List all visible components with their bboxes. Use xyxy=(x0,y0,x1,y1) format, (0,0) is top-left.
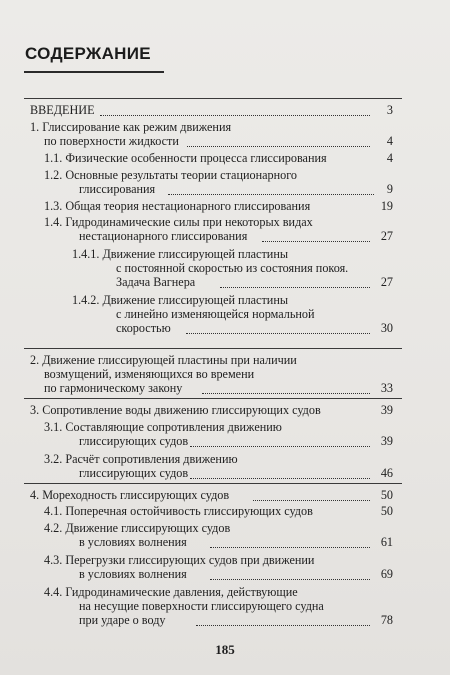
section-divider xyxy=(24,398,402,399)
toc-entry-2[interactable] xyxy=(30,353,297,395)
toc-line: 1.2. Основные результаты теории стационарного xyxy=(44,168,298,182)
toc-line: 2. Движение глиссирующей пластины при наличии xyxy=(30,353,297,367)
toc-line: при ударе о воду xyxy=(79,613,166,627)
toc-entry-1-2[interactable] xyxy=(44,168,297,196)
toc-entry-4[interactable] xyxy=(30,488,229,502)
toc-entry-4-3[interactable] xyxy=(44,553,314,581)
leader-dots xyxy=(186,333,370,334)
toc-entry-1-4[interactable] xyxy=(44,215,313,243)
toc-line: в условиях волнения xyxy=(79,567,187,581)
toc-entry-3-2[interactable] xyxy=(44,452,238,480)
toc-page-number: 9 xyxy=(386,182,393,196)
toc-page-number: 50 xyxy=(380,488,393,502)
toc-page-number: 46 xyxy=(380,466,393,480)
toc-line: с линейно изменяющейся нормальной xyxy=(116,307,315,321)
toc-entry-3-1[interactable] xyxy=(44,420,282,448)
toc-line: 4.4. Гидродинамические давления, действующие xyxy=(44,585,298,599)
toc-line: 1.4. Гидродинамические силы при некоторых видах xyxy=(44,215,313,229)
toc-entry-intro[interactable] xyxy=(30,103,95,117)
page-title: СОДЕРЖАНИЕ xyxy=(25,44,151,63)
leader-dots xyxy=(202,393,370,394)
toc-page-number: 4 xyxy=(386,151,393,165)
toc-line: 4.1. Поперечная остойчивость глиссирующих судов xyxy=(44,504,313,518)
leader-dots xyxy=(190,446,370,447)
toc-entry-3[interactable] xyxy=(30,403,321,417)
toc-entry-4-1[interactable] xyxy=(44,504,313,518)
toc-line: нестационарного глиссирования xyxy=(79,229,248,243)
toc-line: ВВЕДЕНИЕ xyxy=(30,103,95,117)
toc-line: 4. Мореходность глиссирующих судов xyxy=(30,488,230,502)
leader-dots xyxy=(220,287,370,288)
toc-page-number: 50 xyxy=(380,504,393,518)
toc-line: глиссирования xyxy=(79,182,156,196)
toc-page-number: 69 xyxy=(380,567,393,581)
leader-dots xyxy=(190,478,370,479)
toc-page-number: 33 xyxy=(380,381,393,395)
toc-line: 3.1. Составляющие сопротивления движению xyxy=(44,420,282,434)
toc-line: на несущие поверхности глиссирующего судна xyxy=(79,599,324,613)
toc-line: в условиях волнения xyxy=(79,535,187,549)
toc-page-number: 78 xyxy=(380,613,393,627)
toc-entry-4-2[interactable] xyxy=(44,521,230,549)
toc-page-number: 39 xyxy=(380,434,393,448)
toc-line: глиссирующих судов xyxy=(79,466,189,480)
toc-line: 1.4.2. Движение глиссирующей пластины xyxy=(72,293,289,307)
section-divider xyxy=(24,348,402,349)
title-underline xyxy=(24,71,164,73)
leader-dots xyxy=(168,194,374,195)
toc-line: возмущений, изменяющихся во времени xyxy=(44,367,255,381)
toc-line: 1.3. Общая теория нестационарного глиссирования xyxy=(44,199,311,213)
toc-page-number: 4 xyxy=(386,134,393,148)
toc-line: с постоянной скоростью из состояния покоя. xyxy=(116,261,349,275)
leader-dots xyxy=(210,579,370,580)
section-divider xyxy=(24,98,402,99)
toc-page-number: 27 xyxy=(380,275,393,289)
toc-entry-1-1[interactable] xyxy=(44,151,327,165)
toc-entry-1[interactable] xyxy=(30,120,231,148)
toc-line: 1. Глиссирование как режим движения xyxy=(30,120,232,134)
section-divider xyxy=(24,483,402,484)
leader-dots xyxy=(196,625,370,626)
toc-entry-1-4-1[interactable] xyxy=(72,247,348,289)
toc-entry-4-4[interactable] xyxy=(44,585,324,627)
page-number: 185 xyxy=(215,642,235,657)
toc-page-number: 30 xyxy=(380,321,393,335)
leader-dots xyxy=(100,115,370,116)
toc-page-number: 3 xyxy=(386,103,393,117)
toc-page-number: 27 xyxy=(380,229,393,243)
toc-line: по гармоническому закону xyxy=(44,381,183,395)
toc-line: скоростью xyxy=(116,321,171,335)
toc-line: 4.2. Движение глиссирующих судов xyxy=(44,521,231,535)
leader-dots xyxy=(187,146,370,147)
toc-entry-1-3[interactable] xyxy=(44,199,310,213)
leader-dots xyxy=(210,547,370,548)
toc-page-number: 39 xyxy=(380,403,393,417)
toc-page-number: 61 xyxy=(380,535,393,549)
toc-line: 3.2. Расчёт сопротивления движению xyxy=(44,452,238,466)
toc-line: Задача Вагнера xyxy=(116,275,196,289)
toc-line: 1.4.1. Движение глиссирующей пластины xyxy=(72,247,289,261)
toc-line: 4.3. Перегрузки глиссирующих судов при движении xyxy=(44,553,315,567)
toc-line: 1.1. Физические особенности процесса глиссирования xyxy=(44,151,327,165)
toc-line: по поверхности жидкости xyxy=(44,134,179,148)
toc-line: глиссирующих судов xyxy=(79,434,189,448)
toc-line: 3. Сопротивление воды движению глиссирующих судов xyxy=(30,403,321,417)
toc-entry-1-4-2[interactable] xyxy=(72,293,315,335)
toc-page-number: 19 xyxy=(380,199,393,213)
